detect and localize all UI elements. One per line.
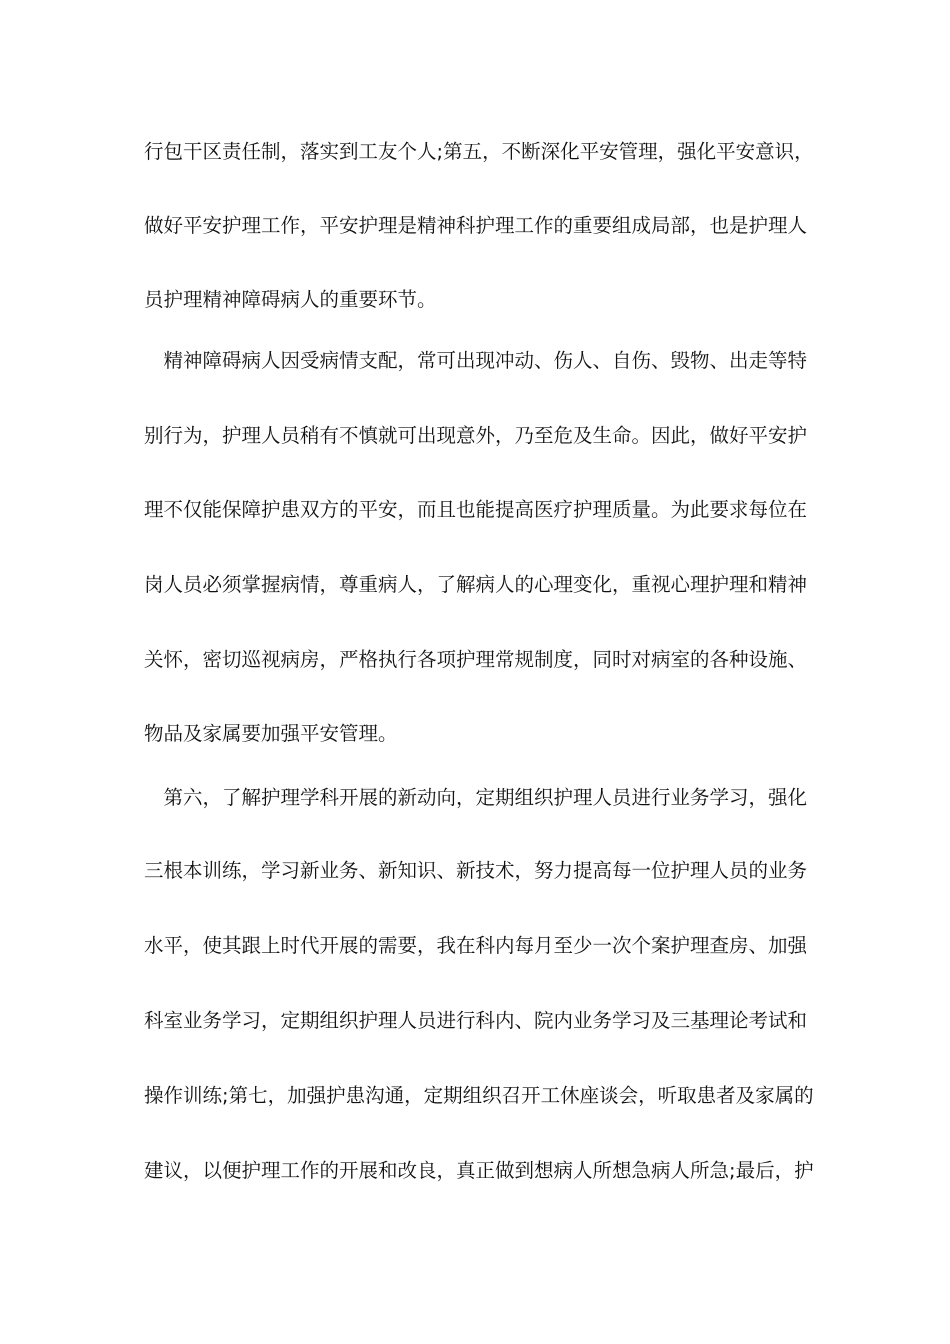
text-line: 水平，使其跟上时代开展的需要，我在科内每月至少一次个案护理查房、加强 [144, 934, 808, 957]
text-line: 关怀，密切巡视病房，严格执行各项护理常规制度，同时对病室的各种设施、 [144, 648, 808, 671]
text-line: 物品及家属要加强平安管理。 [144, 722, 398, 745]
text-line: 理不仅能保障护患双方的平安，而且也能提高医疗护理质量。为此要求每位在 [144, 498, 808, 521]
text-line: 岗人员必须掌握病情，尊重病人，了解病人的心理变化，重视心理护理和精神 [144, 573, 808, 596]
text-line: 行包干区责任制，落实到工友个人;第五，不断深化平安管理，强化平安意识， [144, 140, 814, 163]
text-line: 员护理精神障碍病人的重要环节。 [144, 288, 437, 311]
text-line: 建议，以便护理工作的开展和改良，真正做到想病人所想急病人所急;最后，护 [144, 1159, 814, 1182]
text-line: 第六，了解护理学科开展的新动向，定期组织护理人员进行业务学习，强化 [144, 786, 808, 809]
text-line: 别行为，护理人员稍有不慎就可出现意外，乃至危及生命。因此，做好平安护 [144, 424, 808, 447]
text-line: 三根本训练，学习新业务、新知识、新技术，努力提高每一位护理人员的业务 [144, 859, 808, 882]
text-line: 操作训练;第七，加强护患沟通，定期组织召开工休座谈会，听取患者及家属的 [144, 1084, 814, 1107]
text-line: 精神障碍病人因受病情支配，常可出现冲动、伤人、自伤、毁物、出走等特 [144, 349, 808, 372]
text-line: 科室业务学习，定期组织护理人员进行科内、院内业务学习及三基理论考试和 [144, 1009, 808, 1032]
text-line: 做好平安护理工作，平安护理是精神科护理工作的重要组成局部，也是护理人 [144, 214, 808, 237]
